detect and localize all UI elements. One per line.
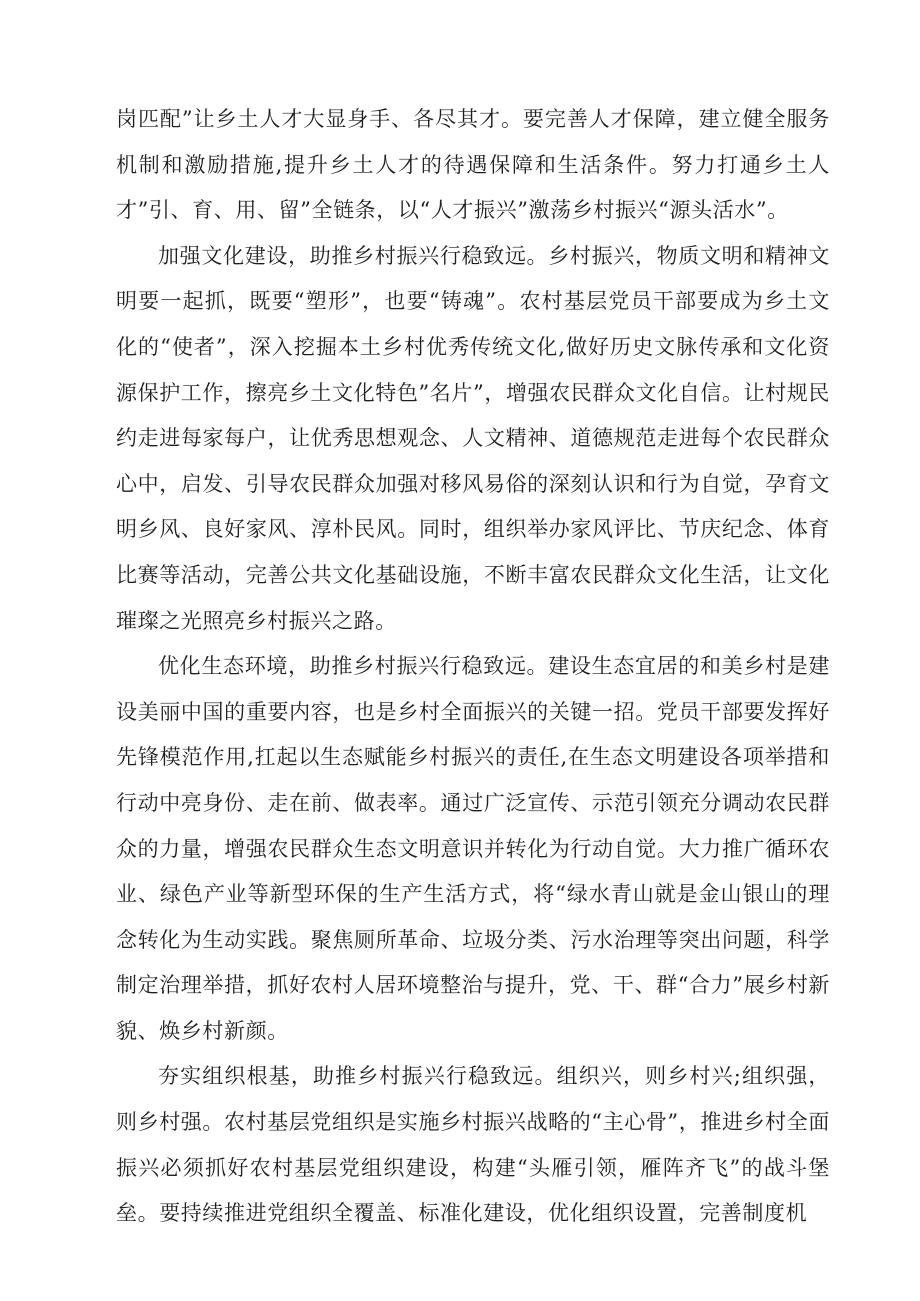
paragraph-talent-continued: 岗匹配”让乡土人才大显身手、各尽其才。要完善人才保障，建立健全服务机制和激励措施,提升乡土人才的待遇保障和生活条件。努力打通乡土人才”引、育、用、留”全链条，以“人才振兴”激荡乡村振兴“源头活水”。 bbox=[116, 107, 830, 223]
paragraph-culture: 加强文化建设，助推乡村振兴行稳致远。乡村振兴，物质文明和精神文明要一起抓，既要“塑形”，也要“铸魂”。农村基层党员干部要成为乡土文化的“使者”，深入挖掘本土乡村优秀传统文化,做好历史文脉传承和文化资源保护工作，擦亮乡土文化特色”名片”，增强农民群众文化自信。让村规民约走进每家每户，让优秀思想观念、人文精神、道德规范走进每个农民群众心中，启发、引导农民群众加强对移风易俗的深刻认识和行为自觉，孕育文明乡风、良好家风、淳朴民风。同时，组织举办家风评比、节庆纪念、体育比赛等活动，完善公共文化基础设施，不断丰富农民群众文化生活，让文化璀璨之光照亮乡村振兴之路。 bbox=[116, 243, 830, 633]
paragraph-organization: 夯实组织根基，助推乡村振兴行稳致远。组织兴，则乡村兴;组织强，则乡村强。农村基层党组织是实施乡村振兴战略的“主心骨”，推进乡村全面振兴必须抓好农村基层党组织建设，构建“头雁引领，雁阵齐飞”的战斗堡垒。要持续推进党组织全覆盖、标准化建设，优化组织设置，完善制度机 bbox=[116, 1064, 830, 1226]
paragraph-ecology: 优化生态环境，助推乡村振兴行稳致远。建设生态宜居的和美乡村是建设美丽中国的重要内容，也是乡村全面振兴的关键一招。党员干部要发挥好先锋模范作用,扛起以生态赋能乡村振兴的责任,在生态文明建设各项举措和行动中亮身份、走在前、做表率。通过广泛宣传、示范引领充分调动农民群众的力量，增强农民群众生态文明意识并转化为行动自觉。大力推广循环农业、绿色产业等新型环保的生产生活方式，将“绿水青山就是金山银山的理念转化为生动实践。聚焦厕所革命、垃圾分类、污水治理等突出问题，科学制定治理举措，抓好农村人居环境整治与提升，党、干、群“合力”展乡村新貌、焕乡村新颜。 bbox=[116, 654, 830, 1043]
document-body bbox=[116, 97, 830, 1237]
